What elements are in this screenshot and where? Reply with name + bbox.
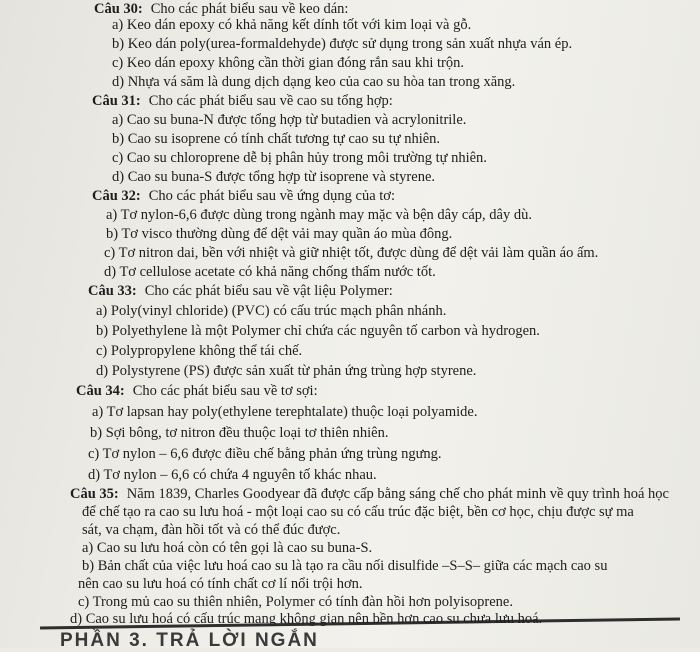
q35-option-b-continued: nên cao su lưu hoá có tính chất cơ lí nổi trội hơn. xyxy=(78,576,363,592)
q33-option-c: c) Polypropylene không thể tái chế. xyxy=(96,343,303,359)
q35-option-b: b) Bản chất của việc lưu hoá cao su là tạo ra cầu nối disulfide –S–S– giữa các mạch cao su xyxy=(82,558,608,574)
question-34-stem: Câu 34: Cho các phát biểu sau về tơ sợi: xyxy=(76,383,318,399)
q32-option-a: a) Tơ nylon-6,6 được dùng trong ngành may mặc và bện dây cáp, dây dù. xyxy=(106,207,532,223)
q33-option-a: a) Poly(vinyl chloride) (PVC) có cấu trúc mạch phân nhánh. xyxy=(96,303,447,319)
q32-option-b: b) Tơ visco thường dùng để dệt vải may quần áo mùa đông. xyxy=(106,226,453,242)
q31-option-d: d) Cao su buna-S được tổng hợp từ isoprene và styrene. xyxy=(112,169,436,185)
q35-option-c: c) Trong mủ cao su thiên nhiên, Polymer có tính đàn hồi hơn polyisoprene. xyxy=(78,594,513,610)
q34-option-d: d) Tơ nylon – 6,6 có chứa 4 nguyên tố khác nhau. xyxy=(88,467,377,483)
q30-option-b: b) Keo dán poly(urea-formaldehyde) được sử dụng trong sản xuất nhựa ván ép. xyxy=(112,36,573,52)
q33-option-b: b) Polyethylene là một Polymer chỉ chứa các nguyên tố carbon và hydrogen. xyxy=(96,323,540,339)
question-31-stem: Câu 31: Cho các phát biểu sau về cao su tổng hợp: xyxy=(92,93,393,109)
q30-option-a: a) Keo dán epoxy có khả năng kết dính tốt với kim loại và gỗ. xyxy=(112,17,472,33)
q30-option-c: c) Keo dán epoxy không cần thời gian đóng rắn sau khi trộn. xyxy=(112,55,464,71)
q31-option-c: c) Cao su chloroprene dễ bị phân hủy trong môi trường tự nhiên. xyxy=(112,150,487,166)
section-heading-part-3: PHẦN 3. TRẢ LỜI NGẮN xyxy=(60,630,319,651)
question-35-stem-line-2: để chế tạo ra cao su lưu hoá - một loại cao su có cấu trúc đặc biệt, bền cơ học, chịu được sự ma xyxy=(82,504,634,520)
q33-option-d: d) Polystyrene (PS) được sản xuất từ phản ứng trùng hợp styrene. xyxy=(96,363,477,379)
q35-option-d: d) Cao su lưu hoá có cấu trúc mạng không gian nên bền hơn cao su chưa lưu hoá. xyxy=(70,611,543,627)
q31-option-b: b) Cao su isoprene có tính chất tương tự cao su tự nhiên. xyxy=(112,131,441,147)
q32-option-d: d) Tơ cellulose acetate có khả năng chống thấm nước tốt. xyxy=(104,264,436,280)
q32-option-c: c) Tơ nitron dai, bền với nhiệt và giữ nhiệt tốt, được dùng để dệt vải làm quần áo ấm. xyxy=(104,245,599,261)
q31-option-a: a) Cao su buna-N được tổng hợp từ butadien và acrylonitrile. xyxy=(112,112,467,128)
q34-option-c: c) Tơ nylon – 6,6 được điều chế bằng phản ứng trùng ngưng. xyxy=(88,446,442,462)
question-30-stem: Câu 30: Cho các phát biểu sau về keo dán: xyxy=(94,1,349,17)
q30-option-d: d) Nhựa vá săm là dung dịch dạng keo của cao su hòa tan trong xăng. xyxy=(112,74,516,90)
question-32-stem: Câu 32: Cho các phát biểu sau về ứng dụng của tơ: xyxy=(92,188,396,204)
q34-option-a: a) Tơ lapsan hay poly(ethylene terephtalate) thuộc loại polyamide. xyxy=(92,404,478,420)
question-35-stem-line-1: Câu 35: Năm 1839, Charles Goodyear đã được cấp bằng sáng chế cho phát minh về quy trình hoá học xyxy=(70,486,669,502)
question-35-stem-line-3: sát, va chạm, đàn hồi tốt và có thể đúc được. xyxy=(82,522,341,538)
q34-option-b: b) Sợi bông, tơ nitron đều thuộc loại tơ thiên nhiên. xyxy=(90,425,389,441)
q35-option-a: a) Cao su lưu hoá còn có tên gọi là cao su buna-S. xyxy=(82,540,373,556)
question-33-stem: Câu 33: Cho các phát biểu sau về vật liệu Polymer: xyxy=(88,283,393,299)
